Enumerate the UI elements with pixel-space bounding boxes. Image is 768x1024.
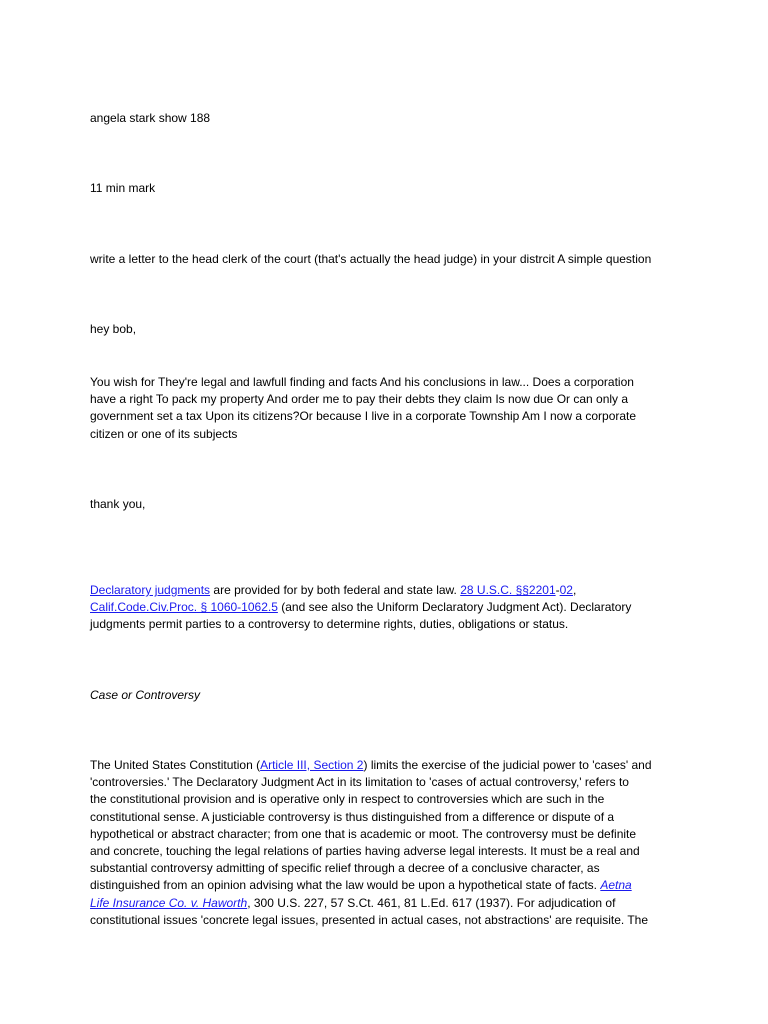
instruction-line: write a letter to the head clerk of the court (that's actually the head judge) in your distrcit A simple question: [90, 252, 652, 266]
letter-closing: thank you,: [90, 497, 146, 511]
text-span: The United States Constitution (: [90, 758, 261, 772]
usc-2201-link[interactable]: 28 U.S.C. §§2201: [460, 583, 556, 597]
paragraph-line: constitutional issues 'concrete legal issues, presented in actual cases, not abstractions' are requisite. The: [90, 912, 648, 927]
body-line: citizen or one of its subjects: [90, 426, 238, 441]
text-span: are provided for by both federal and state law.: [210, 583, 461, 597]
text-span: ,: [572, 583, 577, 597]
paragraph-line: [90, 757, 690, 774]
text-span: (and see also the Uniform Declaratory Judgment Act). Declaratory: [277, 600, 632, 615]
article-iii-link[interactable]: Article III, Section 2: [260, 758, 364, 772]
paragraph-line: [90, 599, 690, 616]
paragraph-line: and concrete, touching the legal relations of parties having adverse legal interests. It must be a real and: [90, 844, 640, 859]
body-line: have a right To pack my property And order me to pay their debts they claim Is now due Or can only a: [90, 392, 629, 407]
time-mark: 11 min mark: [90, 181, 156, 195]
paragraph-line: 'controversies.' The Declaratory Judgment Act in its limitation to 'cases of actual controversy,' refers to: [90, 775, 629, 790]
body-line: You wish for They're legal and lawfull finding and facts And his conclusions in law... Does a corporation: [90, 375, 634, 389]
letter-body-paragraph: [90, 374, 690, 443]
declaratory-paragraph: [90, 582, 690, 634]
paragraph-line: hypothetical or abstract character; from one that is academic or moot. The controversy must be definite: [90, 826, 637, 841]
text-span: -: [555, 583, 560, 597]
constitution-paragraph: [90, 757, 690, 929]
aetna-case-link[interactable]: Aetna: [600, 878, 632, 893]
paragraph-line: constitutional sense. A justiciable controversy is thus distinguished from a difference or dispute of a: [90, 809, 615, 824]
aetna-case-link-continued[interactable]: Life Insurance Co. v. Haworth: [90, 895, 248, 910]
show-reference: angela stark show 188: [90, 111, 211, 125]
paragraph-line: [90, 895, 690, 912]
usc-02-link[interactable]: 02: [559, 583, 573, 597]
body-line: government set a tax Upon its citizens?Or because I live in a corporate Township Am I now a corporate: [90, 409, 637, 424]
declaratory-judgments-link[interactable]: Declaratory judgments: [90, 583, 211, 597]
paragraph-line: substantial controversy admitting of specific relief through a decree of a conclusive character, as: [90, 861, 600, 876]
calif-code-link[interactable]: Calif.Code.Civ.Proc. § 1060-1062.5: [90, 600, 278, 615]
text-span: distinguished from an opinion advising what the law would be upon a hypothetical state of facts.: [90, 878, 601, 893]
text-span: ) limits the exercise of the judicial power to 'cases' and: [363, 758, 652, 772]
letter-greeting: hey bob,: [90, 322, 137, 336]
paragraph-line: [90, 877, 690, 894]
paragraph-line: the constitutional provision and is operative only in respect to controversies which are such in the: [90, 792, 605, 807]
text-span: , 300 U.S. 227, 57 S.Ct. 461, 81 L.Ed. 617 (1937). For adjudication of: [247, 895, 616, 910]
section-heading: Case or Controversy: [90, 688, 201, 702]
paragraph-line: judgments permit parties to a controversy to determine rights, duties, obligations or status.: [90, 617, 569, 632]
paragraph-line: [90, 582, 690, 599]
